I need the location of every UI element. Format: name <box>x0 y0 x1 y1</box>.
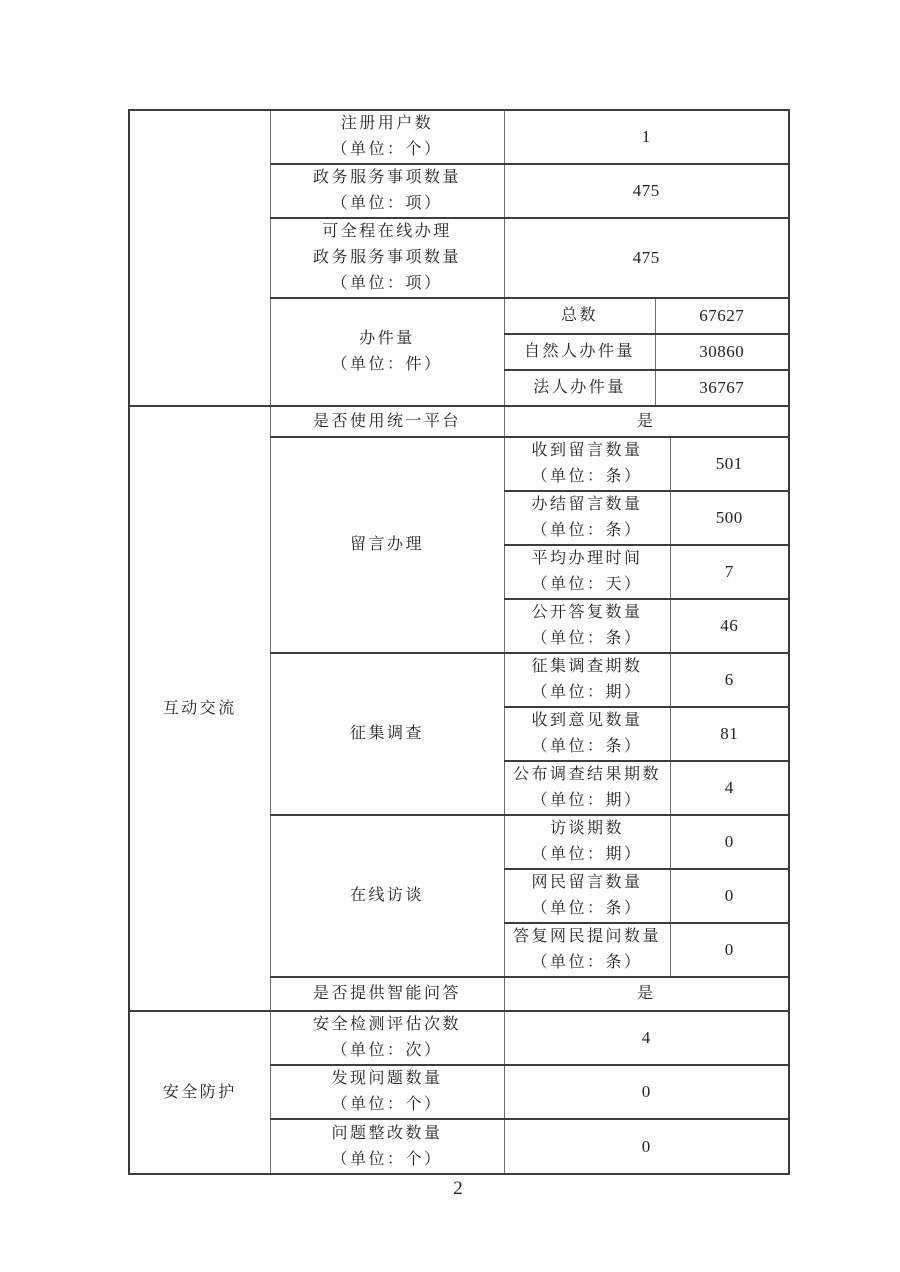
label-text: 征集调查期数 <box>531 658 643 675</box>
label-text: 问题整改数量 <box>331 1124 443 1142</box>
label-text: 平均办理时间 <box>531 550 643 567</box>
unit-text: （单位：次） <box>331 1042 443 1059</box>
page-number: 2 <box>453 1178 463 1199</box>
value-survey-periods: 6 <box>670 653 789 707</box>
label-problems-found <box>270 1065 504 1119</box>
label-text: 办件量 <box>359 330 415 347</box>
label-text: 办结留言数量 <box>531 496 643 513</box>
label-caseload <box>270 298 504 406</box>
label-text: 注册用户数 <box>340 115 434 132</box>
label-interview: 在线访谈 <box>270 815 504 977</box>
section-cell-blank <box>129 110 270 406</box>
unit-text: （单位：条） <box>531 630 643 647</box>
label-messages-resolved <box>504 491 670 545</box>
label-results-published <box>504 761 670 815</box>
label-registered-users <box>270 110 504 164</box>
label-text: 发现问题数量 <box>331 1070 443 1087</box>
unit-text: （单位：个） <box>331 1096 443 1113</box>
unit-text: （单位：条） <box>531 468 643 485</box>
label-caseload-total: 总数 <box>504 298 655 334</box>
label-survey: 征集调查 <box>270 653 504 815</box>
unit-text: （单位：个） <box>331 1150 443 1168</box>
label-opinions-received <box>504 707 670 761</box>
label-average-handling-time <box>504 545 670 599</box>
value-caseload-natural: 30860 <box>655 334 789 370</box>
label-online-items <box>270 218 504 298</box>
value-smart-qa: 是 <box>504 977 789 1011</box>
label-security-assessments <box>270 1011 504 1065</box>
label-problems-rectified <box>270 1119 504 1174</box>
label-questions-answered <box>504 923 670 977</box>
label-message-handling: 留言办理 <box>270 437 504 653</box>
label-survey-periods <box>504 653 670 707</box>
label-text: 收到意见数量 <box>531 712 643 729</box>
label-text: 答复网民提问数量 <box>512 928 661 945</box>
label-text: 政务服务事项数量 <box>312 169 461 186</box>
label-messages-received <box>504 437 670 491</box>
value-public-replies: 46 <box>670 599 789 653</box>
unit-text: （单位：项） <box>331 275 443 292</box>
section-title-interaction: 互动交流 <box>129 406 270 1011</box>
label-text: 公布调查结果期数 <box>512 766 661 783</box>
value-netizen-messages: 0 <box>670 869 789 923</box>
value-security-assessments: 4 <box>504 1011 789 1065</box>
unit-text: （单位：条） <box>531 522 643 539</box>
label-text: 收到留言数量 <box>531 442 643 459</box>
section-title-security: 安全防护 <box>129 1011 270 1174</box>
unit-text: （单位：期） <box>531 846 643 863</box>
unit-text: （单位：项） <box>331 195 443 212</box>
value-caseload-legal: 36767 <box>655 370 789 406</box>
value-messages-resolved: 500 <box>670 491 789 545</box>
label-caseload-legal: 法人办件量 <box>504 370 655 406</box>
unit-text: （单位：天） <box>531 576 643 593</box>
label-text: 网民留言数量 <box>531 874 643 891</box>
value-results-published: 4 <box>670 761 789 815</box>
label-text: 公开答复数量 <box>531 604 643 621</box>
label-text: 访谈期数 <box>549 820 624 837</box>
label-unified-platform: 是否使用统一平台 <box>270 406 504 437</box>
value-service-items: 475 <box>504 164 789 218</box>
label-public-replies <box>504 599 670 653</box>
unit-text: （单位：个） <box>331 141 443 158</box>
value-interview-periods: 0 <box>670 815 789 869</box>
unit-text: （单位：条） <box>531 900 643 917</box>
label-text: 可全程在线办理 <box>322 223 452 240</box>
label-text: 安全检测评估次数 <box>312 1016 461 1033</box>
unit-text: （单位：条） <box>531 954 643 971</box>
value-caseload-total: 67627 <box>655 298 789 334</box>
statistics-table <box>128 109 790 1175</box>
value-registered-users: 1 <box>504 110 789 164</box>
value-problems-rectified: 0 <box>504 1119 789 1174</box>
label-service-items <box>270 164 504 218</box>
label-smart-qa: 是否提供智能问答 <box>270 977 504 1011</box>
label-interview-periods <box>504 815 670 869</box>
label-caseload-natural: 自然人办件量 <box>504 334 655 370</box>
unit-text: （单位：件） <box>331 356 443 373</box>
value-problems-found: 0 <box>504 1065 789 1119</box>
value-unified-platform: 是 <box>504 406 789 437</box>
value-online-items: 475 <box>504 218 789 298</box>
label-text: 政务服务事项数量 <box>312 249 461 266</box>
unit-text: （单位：期） <box>531 792 643 809</box>
label-netizen-messages <box>504 869 670 923</box>
value-messages-received: 501 <box>670 437 789 491</box>
unit-text: （单位：期） <box>531 684 643 701</box>
value-opinions-received: 81 <box>670 707 789 761</box>
unit-text: （单位：条） <box>531 738 643 755</box>
value-average-handling-time: 7 <box>670 545 789 599</box>
value-questions-answered: 0 <box>670 923 789 977</box>
